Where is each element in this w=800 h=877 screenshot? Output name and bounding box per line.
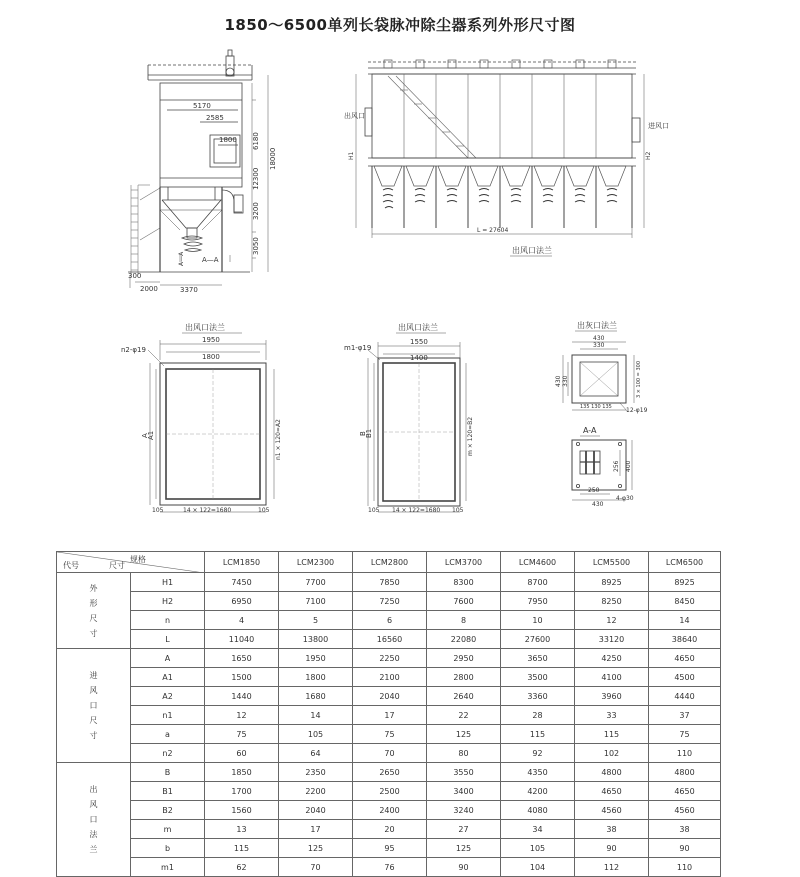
table-cell: 13800: [279, 630, 353, 649]
table-cell: 2100: [353, 668, 427, 687]
dim-12300: 12300: [252, 167, 260, 190]
ash-top-inner: 330: [593, 342, 605, 349]
table-cell: 3500: [501, 668, 575, 687]
section-hole-label: 4-φ30: [616, 495, 634, 502]
front-h1-label: H1: [348, 151, 355, 160]
group-label-text: 外形尺寸: [89, 583, 98, 638]
table-cell: 4650: [575, 782, 649, 801]
front-outlet-label: 出风口: [344, 112, 365, 120]
table-cell: 33120: [575, 630, 649, 649]
row-code: n: [131, 611, 205, 630]
table-cell: 8925: [575, 573, 649, 592]
table-cell: 4200: [501, 782, 575, 801]
dim-5170: 5170: [193, 102, 211, 110]
table-cell: 2200: [279, 782, 353, 801]
model-header: LCM1850: [205, 552, 279, 573]
table-cell: 105: [279, 725, 353, 744]
table-cell: 38: [649, 820, 721, 839]
ash-left-inner: 330: [562, 375, 569, 387]
table-cell: 3240: [427, 801, 501, 820]
spec-header-row: [57, 552, 721, 573]
table-cell: 62: [205, 858, 279, 877]
flange-b-caption: 出风口法兰: [398, 323, 438, 332]
section-aa: [572, 426, 634, 508]
header-size-label: 尺寸: [109, 561, 125, 570]
table-cell: 14: [649, 611, 721, 630]
table-cell: 8300: [427, 573, 501, 592]
table-cell: 70: [353, 744, 427, 763]
table-cell: 13: [205, 820, 279, 839]
table-cell: 90: [575, 839, 649, 858]
row-code: m: [131, 820, 205, 839]
flange-b-hole-label: m1-φ19: [344, 344, 372, 352]
table-cell: 8450: [649, 592, 721, 611]
dim-1800: 1800: [219, 136, 237, 144]
table-cell: 4250: [575, 649, 649, 668]
ash-top-outer: 430: [593, 335, 605, 342]
ash-hole-label: 12-φ19: [626, 407, 648, 414]
table-cell: 4100: [575, 668, 649, 687]
table-cell: 4440: [649, 687, 721, 706]
table-row: [57, 611, 721, 630]
front-length-dim: L = 27604: [477, 227, 509, 234]
table-cell: 1500: [205, 668, 279, 687]
table-cell: 1680: [279, 687, 353, 706]
table-cell: 2040: [279, 801, 353, 820]
table-row: [57, 820, 721, 839]
section-mark-aa: A—A: [202, 256, 219, 264]
model-header: LCM4600: [501, 552, 575, 573]
front-view: [344, 60, 669, 256]
flange-b-width-inner: 1400: [410, 354, 428, 362]
row-code: B1: [131, 782, 205, 801]
flange-b-edge: 105: [368, 507, 380, 514]
table-row: [57, 744, 721, 763]
table-cell: 38640: [649, 630, 721, 649]
ash-bottom-pitch: 135 130 135: [580, 404, 612, 410]
outlet-flange-a: [121, 322, 282, 514]
table-cell: 4560: [649, 801, 721, 820]
table-cell: 125: [279, 839, 353, 858]
table-cell: 2640: [427, 687, 501, 706]
dim-6180: 6180: [252, 132, 260, 150]
table-cell: 7850: [353, 573, 427, 592]
table-row: [57, 592, 721, 611]
table-cell: 2250: [353, 649, 427, 668]
table-cell: 110: [649, 744, 721, 763]
row-code: A1: [131, 668, 205, 687]
table-cell: 8700: [501, 573, 575, 592]
front-h2-label: H2: [645, 151, 652, 160]
section-dim-256: 256: [613, 460, 620, 472]
group-label-text: 出风口法兰: [89, 785, 98, 854]
table-cell: 22080: [427, 630, 501, 649]
section-aa-label: A-A: [583, 426, 597, 435]
spec-table: [56, 551, 721, 877]
table-cell: 112: [575, 858, 649, 877]
table-cell: 125: [427, 839, 501, 858]
table-cell: 6: [353, 611, 427, 630]
table-cell: 37: [649, 706, 721, 725]
ash-outlet-flange: [555, 320, 648, 414]
section-dim-250: 250: [588, 487, 600, 494]
section-label-aa: A—A: [178, 251, 185, 266]
table-cell: 12: [575, 611, 649, 630]
flange-b-edge-right: 105: [452, 507, 464, 514]
table-cell: 4: [205, 611, 279, 630]
table-cell: 11040: [205, 630, 279, 649]
table-cell: 12: [205, 706, 279, 725]
table-cell: 70: [279, 858, 353, 877]
table-cell: 38: [575, 820, 649, 839]
table-cell: 1950: [279, 649, 353, 668]
table-cell: 95: [353, 839, 427, 858]
table-cell: 7700: [279, 573, 353, 592]
dim-300: 300: [128, 272, 142, 280]
table-cell: 115: [575, 725, 649, 744]
table-cell: 80: [427, 744, 501, 763]
outlet-flange-b: [344, 322, 474, 514]
flange-a-height-a1: A1: [147, 430, 155, 440]
model-header: LCM5500: [575, 552, 649, 573]
flange-b-bottom-pitch: 14 × 122=1680: [392, 507, 441, 514]
table-cell: 8: [427, 611, 501, 630]
table-cell: 105: [501, 839, 575, 858]
table-cell: 75: [205, 725, 279, 744]
flange-a-height-a: A: [141, 433, 149, 438]
table-cell: 20: [353, 820, 427, 839]
spec-body: [57, 573, 721, 877]
table-row: [57, 858, 721, 877]
group-label-text: 进风口尺寸: [89, 671, 98, 740]
table-cell: 104: [501, 858, 575, 877]
dim-3050: 3050: [252, 237, 260, 255]
table-cell: 75: [353, 725, 427, 744]
table-cell: 10: [501, 611, 575, 630]
table-cell: 2650: [353, 763, 427, 782]
flange-a-edge: 105: [152, 507, 164, 514]
row-code: B: [131, 763, 205, 782]
group-label: [57, 573, 131, 649]
table-cell: 34: [501, 820, 575, 839]
flange-b-width-outer: 1550: [410, 338, 428, 346]
model-header: LCM2300: [279, 552, 353, 573]
header-spec-label: 规格: [130, 555, 146, 564]
model-header: LCM3700: [427, 552, 501, 573]
table-cell: 1850: [205, 763, 279, 782]
flange-a-hole-label: n2-φ19: [121, 346, 146, 354]
table-cell: 5: [279, 611, 353, 630]
header-code-label: 代号: [63, 561, 79, 570]
table-cell: 60: [205, 744, 279, 763]
table-cell: 3360: [501, 687, 575, 706]
table-cell: 8250: [575, 592, 649, 611]
model-header: LCM6500: [649, 552, 721, 573]
table-cell: 76: [353, 858, 427, 877]
table-cell: 90: [649, 839, 721, 858]
table-cell: 110: [649, 858, 721, 877]
table-cell: 4350: [501, 763, 575, 782]
row-code: A: [131, 649, 205, 668]
table-row: [57, 687, 721, 706]
table-cell: 27600: [501, 630, 575, 649]
table-row: [57, 839, 721, 858]
table-cell: 4800: [575, 763, 649, 782]
row-code: b: [131, 839, 205, 858]
table-cell: 4650: [649, 649, 721, 668]
flange-b-height-b1: B1: [365, 428, 373, 438]
table-row: [57, 763, 721, 782]
table-cell: 33: [575, 706, 649, 725]
table-cell: 3960: [575, 687, 649, 706]
dim-18000: 18000: [269, 147, 277, 170]
drawing-title: 1850～6500单列长袋脉冲除尘器系列外形尺寸图: [224, 16, 576, 34]
table-cell: 1800: [279, 668, 353, 687]
row-code: a: [131, 725, 205, 744]
side-view: [128, 50, 277, 294]
row-code: B2: [131, 801, 205, 820]
model-header: LCM2800: [353, 552, 427, 573]
table-cell: 7950: [501, 592, 575, 611]
group-label: [57, 649, 131, 763]
table-cell: 4560: [575, 801, 649, 820]
dim-2000: 2000: [140, 285, 158, 293]
table-cell: 8925: [649, 573, 721, 592]
table-cell: 14: [279, 706, 353, 725]
table-row: [57, 725, 721, 744]
ash-caption: 出灰口法兰: [577, 321, 617, 330]
flange-b-vertical-pitch: m × 120=B2: [467, 416, 474, 456]
table-cell: 7450: [205, 573, 279, 592]
table-cell: 3400: [427, 782, 501, 801]
spec-header-diag: [57, 552, 205, 573]
table-cell: 4080: [501, 801, 575, 820]
table-cell: 16560: [353, 630, 427, 649]
table-cell: 1650: [205, 649, 279, 668]
table-cell: 2040: [353, 687, 427, 706]
flange-a-caption: 出风口法兰: [185, 323, 225, 332]
dim-3370: 3370: [180, 286, 198, 294]
flange-a-bottom-pitch: 14 × 122=1680: [183, 507, 232, 514]
table-cell: 7250: [353, 592, 427, 611]
group-label: [57, 763, 131, 877]
table-cell: 90: [427, 858, 501, 877]
ash-left-outer: 430: [555, 375, 562, 387]
flange-a-width-outer: 1950: [202, 336, 220, 344]
section-dim-400: 400: [625, 460, 632, 472]
table-cell: 3650: [501, 649, 575, 668]
table-row: [57, 668, 721, 687]
flange-a-vertical-pitch: n1 × 120=A2: [275, 419, 282, 460]
table-cell: 4800: [649, 763, 721, 782]
table-cell: 1700: [205, 782, 279, 801]
table-row: [57, 649, 721, 668]
row-code: A2: [131, 687, 205, 706]
table-row: [57, 706, 721, 725]
table-cell: 1560: [205, 801, 279, 820]
table-cell: 2950: [427, 649, 501, 668]
table-cell: 2800: [427, 668, 501, 687]
table-cell: 4650: [649, 782, 721, 801]
ash-right-pitch: 3 × 100 = 300: [636, 360, 642, 398]
table-row: [57, 630, 721, 649]
table-cell: 2350: [279, 763, 353, 782]
table-row: [57, 801, 721, 820]
table-cell: 6950: [205, 592, 279, 611]
table-cell: 22: [427, 706, 501, 725]
table-cell: 2400: [353, 801, 427, 820]
row-code: H2: [131, 592, 205, 611]
table-cell: 3550: [427, 763, 501, 782]
table-cell: 7100: [279, 592, 353, 611]
table-cell: 125: [427, 725, 501, 744]
row-code: n1: [131, 706, 205, 725]
table-cell: 64: [279, 744, 353, 763]
front-inlet-label: 进风口: [648, 122, 669, 130]
table-cell: 75: [649, 725, 721, 744]
row-code: H1: [131, 573, 205, 592]
table-cell: 7600: [427, 592, 501, 611]
table-cell: 92: [501, 744, 575, 763]
flange-a-edge-right: 105: [258, 507, 270, 514]
table-cell: 115: [205, 839, 279, 858]
row-code: m1: [131, 858, 205, 877]
flange-b-height-b: B: [359, 431, 367, 436]
dim-2585: 2585: [206, 114, 224, 122]
table-cell: 27: [427, 820, 501, 839]
front-flange-caption: 出风口法兰: [512, 246, 552, 255]
section-dim-430: 430: [592, 501, 604, 508]
table-cell: 102: [575, 744, 649, 763]
table-row: [57, 573, 721, 592]
table-cell: 17: [353, 706, 427, 725]
table-cell: 28: [501, 706, 575, 725]
table-cell: 4500: [649, 668, 721, 687]
row-code: n2: [131, 744, 205, 763]
table-cell: 2500: [353, 782, 427, 801]
row-code: L: [131, 630, 205, 649]
dim-3200: 3200: [252, 202, 260, 220]
flange-a-width-inner: 1800: [202, 353, 220, 361]
table-cell: 17: [279, 820, 353, 839]
table-cell: 115: [501, 725, 575, 744]
table-cell: 1440: [205, 687, 279, 706]
table-row: [57, 782, 721, 801]
